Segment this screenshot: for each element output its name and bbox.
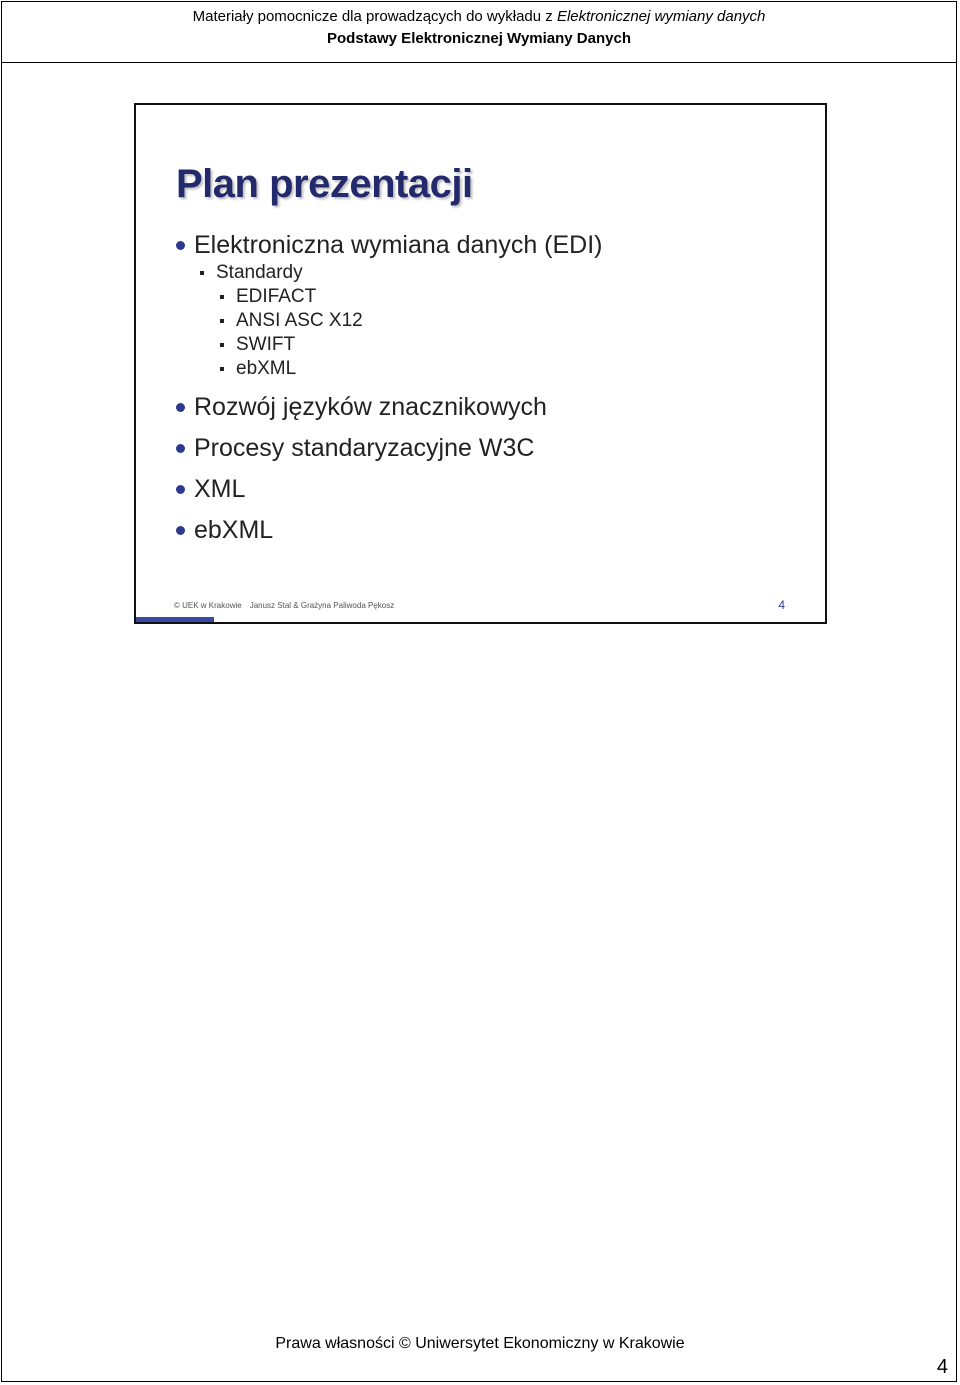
bullet-list [176,229,603,555]
bullet-text: ebXML [194,516,274,544]
slide-accent-bar [136,617,214,622]
header-prefix: Materiały pomocnicze dla prowadzących do wykładu z [192,8,557,25]
square-bullet-icon [200,271,204,275]
bullet-item [176,432,603,464]
sub-list [176,261,603,381]
sub-sub-bullet-item [176,333,603,357]
copyright-footer: Prawa własności © Uniwersytet Ekonomiczny w Krakowie [275,1335,685,1352]
sub-sub-bullet-text: ANSI ASC X12 [236,310,363,331]
bullet-item [176,514,603,546]
bullet-item [176,229,603,261]
slide-footer-copyright: © UEK w Krakowie [174,601,242,610]
slide-number: 4 [778,598,785,612]
sub-sub-bullet-item [176,357,603,381]
bullet-dot-icon [176,526,185,535]
sub-sub-bullet-text: EDIFACT [236,286,317,307]
sub-sub-bullet-item [176,285,603,309]
header-line-1 [1,8,957,26]
sub-sub-bullet-text: ebXML [236,358,297,379]
bullet-dot-icon [176,403,185,412]
header-line-2: Podstawy Elektronicznej Wymiany Danych [327,30,631,47]
slide-footer-authors: Janusz Stal & Grażyna Paliwoda Pękosz [249,601,395,610]
bullet-dot-icon [176,485,185,494]
square-bullet-icon [220,343,224,347]
bullet-item [176,391,603,423]
square-bullet-icon [220,319,224,323]
bullet-text: Procesy standaryzacyjne W3C [194,434,535,462]
square-bullet-icon [220,295,224,299]
sub-sub-bullet-text: SWIFT [236,334,296,355]
header-italic: Elektronicznej wymiany danych [556,8,766,25]
sub-bullet-text: Standardy [216,262,303,283]
slide-thumbnail [134,103,827,624]
bullet-item [176,473,603,505]
bullet-text: Rozwój języków znacznikowych [194,393,547,421]
page-number: 4 [936,1356,948,1378]
slide-footer [174,601,394,611]
bullet-dot-icon [176,444,185,453]
page-header [1,1,957,63]
square-bullet-icon [220,367,224,371]
bullet-dot-icon [176,241,185,250]
bullet-text: Elektroniczna wymiana danych (EDI) [194,231,603,259]
sub-bullet-item [176,261,603,285]
slide-title: Plan prezentacji [176,162,473,206]
bullet-text: XML [194,475,246,503]
sub-sub-bullet-item [176,309,603,333]
